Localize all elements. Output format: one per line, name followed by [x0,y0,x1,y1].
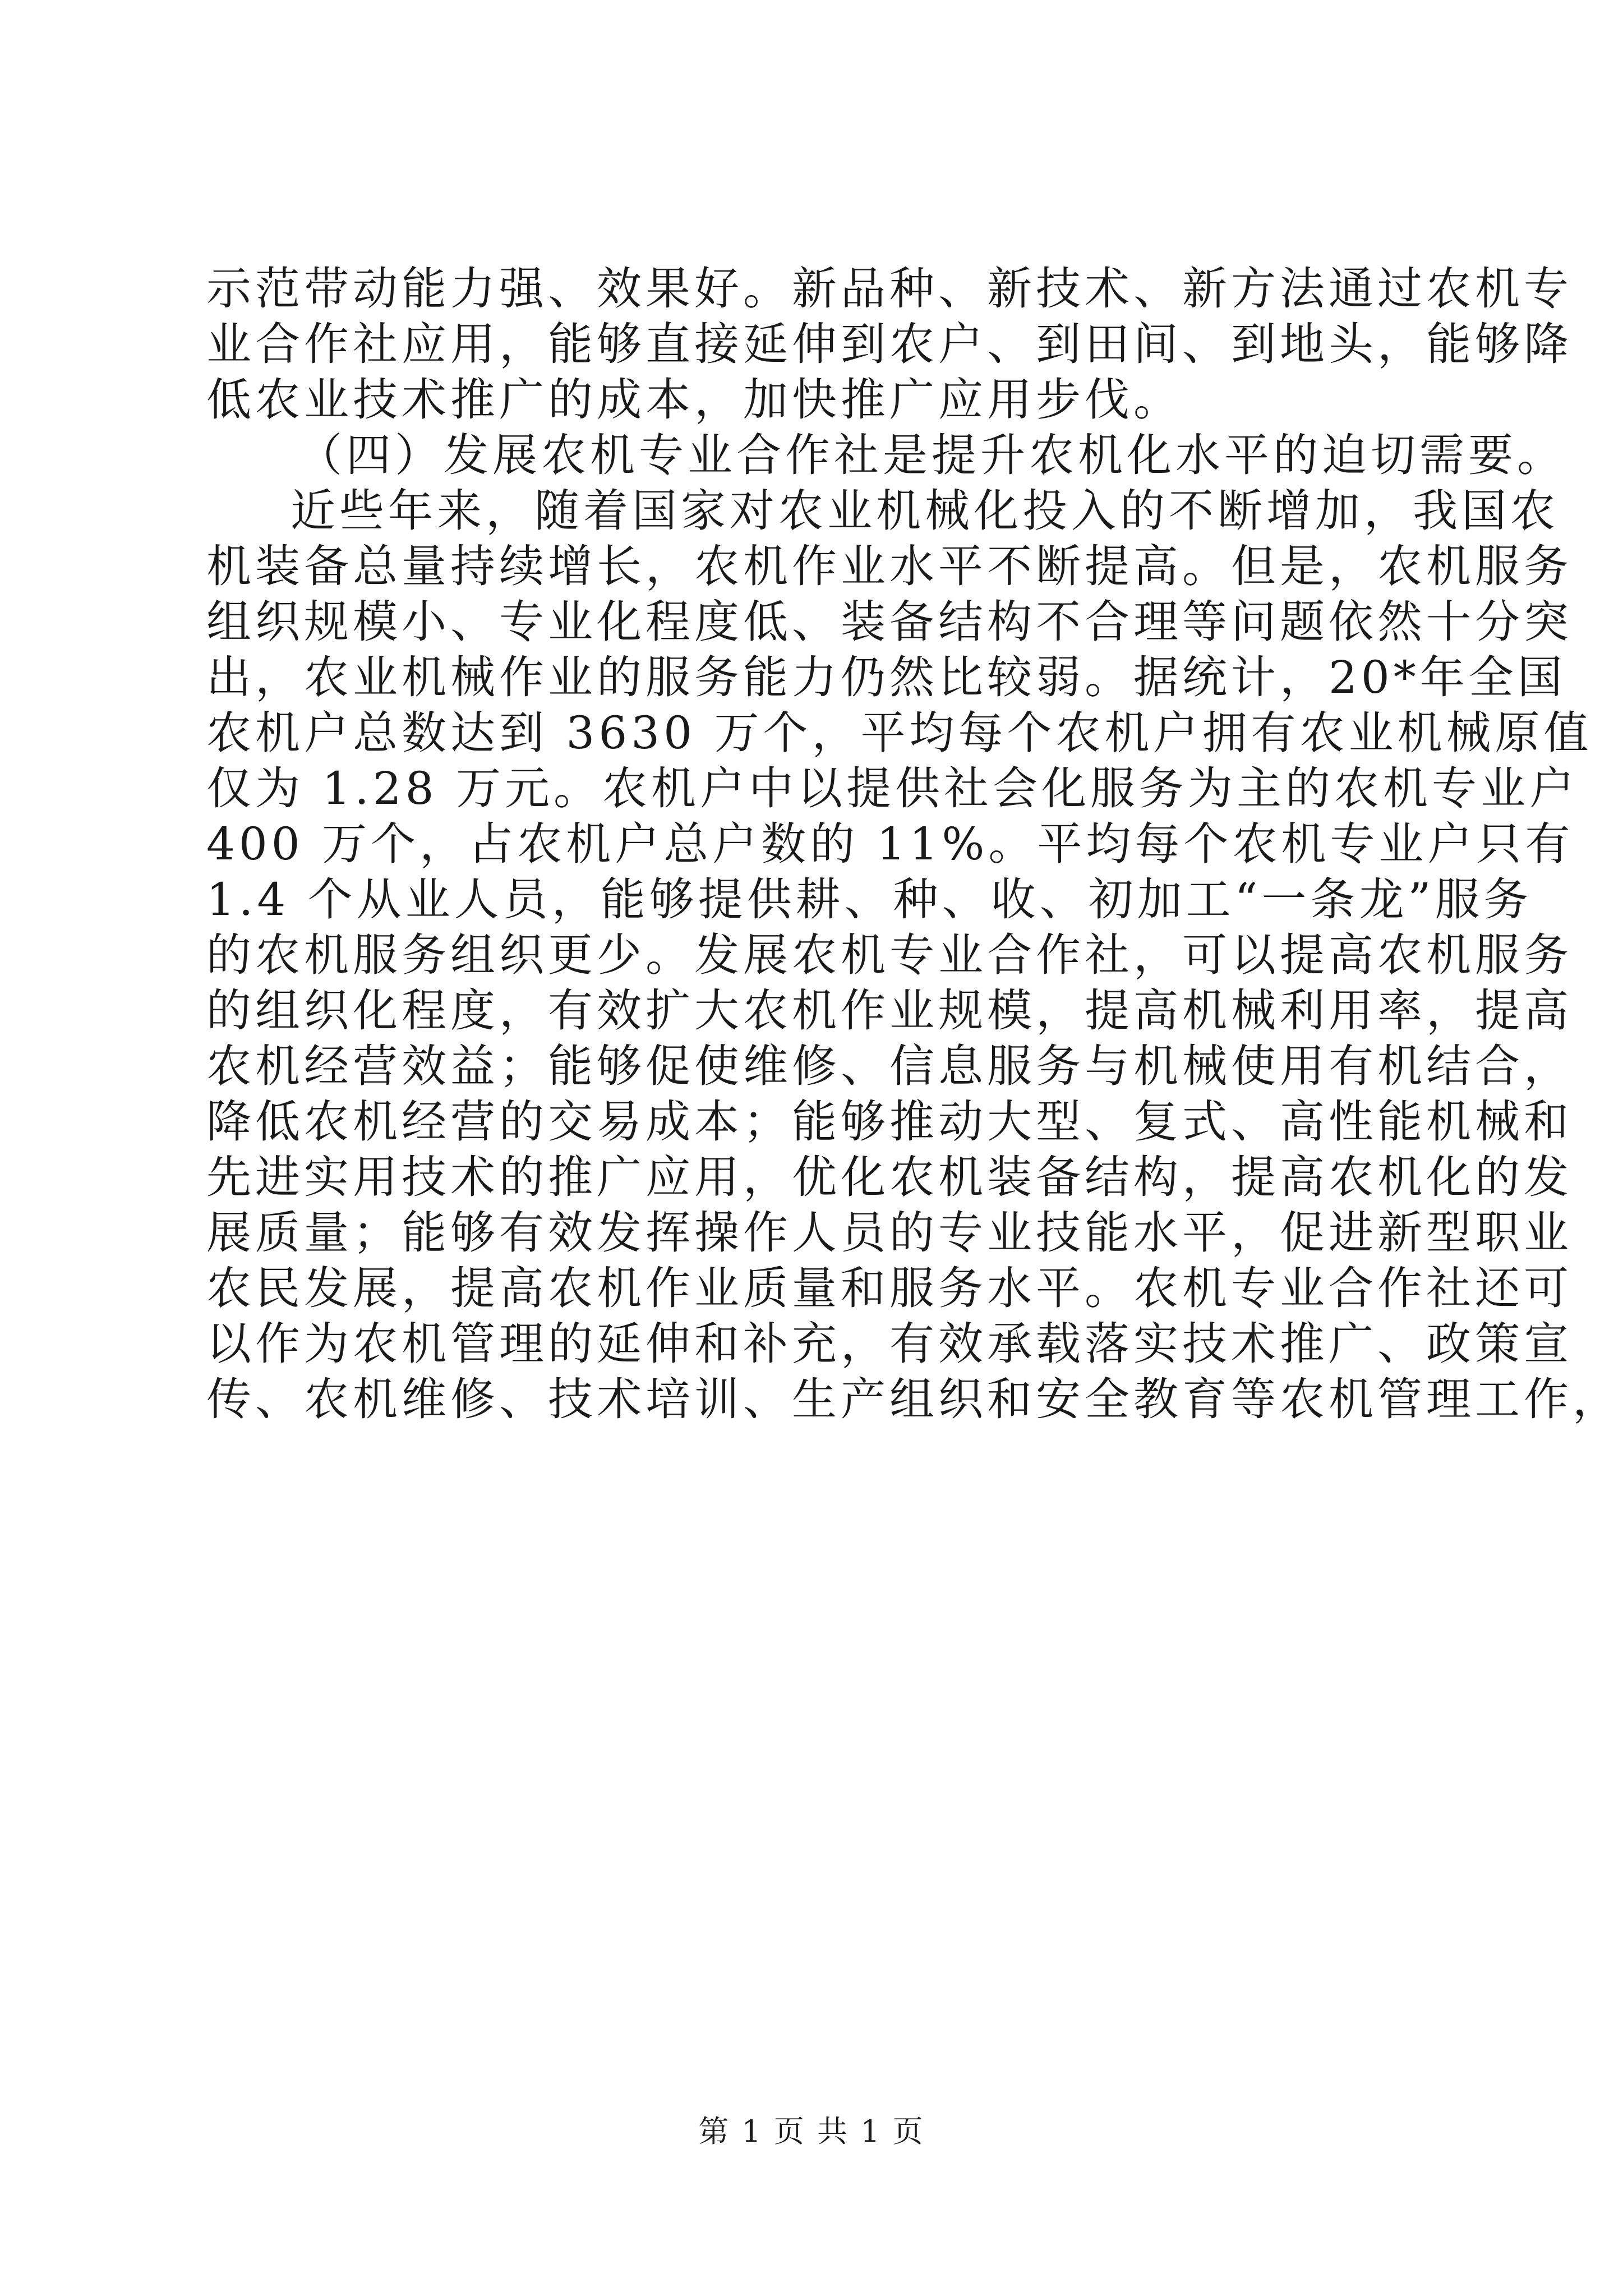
text-line: 农民发展，提高农机作业质量和服务水平。农机专业合作社还可 [206,1262,1573,1314]
text-line: 出，农业机械作业的服务能力仍然比较弱。据统计，20*年全国 [206,651,1566,703]
text-line: 传、农机维修、技术培训、生产组织和安全教育等农机管理工作， [206,1373,1621,1425]
text-line: 的农机服务组织更少。发展农机专业合作社，可以提高农机服务 [206,929,1573,981]
section-heading: （四）发展农机专业合作社是提升农机化水平的迫切需要。 [297,429,1566,481]
text-line: 农机户总数达到 3630 万个，平均每个农机户拥有农业机械原值 [206,707,1593,759]
text-line: 组织规模小、专业化程度低、装备结构不合理等问题依然十分突 [206,596,1573,648]
text-line: 1.4 个从业人员，能够提供耕、种、收、初加工“一条龙”服务 [206,873,1533,926]
text-line: 以作为农机管理的延伸和补充，有效承载落实技术推广、政策宣 [206,1318,1573,1370]
text-line: 的组织化程度，有效扩大农机作业规模，提高机械利用率，提高 [206,984,1573,1037]
text-line: 业合作社应用，能够直接延伸到农户、到田间、到地头，能够降 [206,318,1573,370]
text-line: 农机经营效益；能够促使维修、信息服务与机械使用有机结合， [206,1040,1573,1092]
text-line: 近些年来，随着国家对农业机械化投入的不断增加，我国农 [291,485,1559,537]
text-line: 400 万个，占农机户总户数的 11%。平均每个农机专业户只有 [206,818,1574,870]
text-line: 先进实用技术的推广应用，优化农机装备结构，提高农机化的发 [206,1151,1573,1203]
text-line: 示范带动能力强、效果好。新品种、新技术、新方法通过农机专 [206,263,1573,315]
text-line: 展质量；能够有效发挥操作人员的专业技能水平，促进新型职业 [206,1207,1573,1259]
text-line: 仅为 1.28 万元。农机户中以提供社会化服务为主的农机专业户 [206,762,1578,815]
document-body [206,261,1621,1427]
text-line: 机装备总量持续增长，农机作业水平不断提高。但是，农机服务 [206,540,1573,592]
page-number-footer: 第 1 页 共 1 页 [698,2114,925,2149]
text-line: 降低农机经营的交易成本；能够推动大型、复式、高性能机械和 [206,1096,1573,1148]
text-line: 低农业技术推广的成本，加快推广应用步伐。 [206,374,1182,426]
